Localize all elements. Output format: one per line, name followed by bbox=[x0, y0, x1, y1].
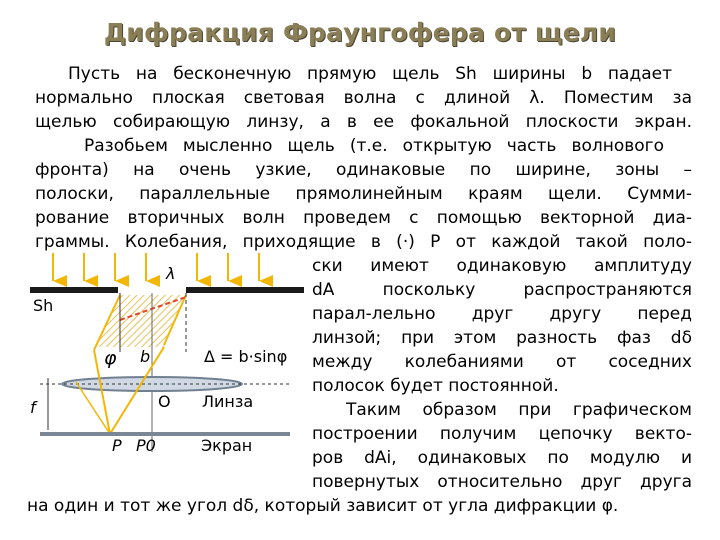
diffracted-beam bbox=[96, 295, 186, 347]
slit-screen-right bbox=[186, 287, 304, 293]
lens-center-label: O bbox=[158, 392, 171, 411]
text-line: полосок будет постоянной. bbox=[312, 376, 559, 396]
text-line: фронта) на очень узкие, одинаковые по ширине, зоны – bbox=[35, 160, 692, 180]
text-line: на один и тот же угол dδ, который зависит от угла дифракции φ. bbox=[27, 496, 619, 516]
phi-label: φ bbox=[104, 347, 117, 369]
screen-label: Экран bbox=[201, 436, 253, 455]
text-line: линзой; при этом разность фаз dδ bbox=[312, 328, 692, 348]
text-line: Пусть на бесконечную прямую щель Sh ширины b падает bbox=[68, 64, 672, 84]
slit-screen-left bbox=[30, 287, 118, 293]
text-line: нормально плоская световая волна с длиной λ. Поместим за bbox=[35, 88, 692, 108]
lambda-label: λ bbox=[166, 264, 176, 283]
observation-screen bbox=[40, 432, 290, 436]
text-line: между колебаниями от соседних bbox=[312, 352, 692, 372]
slit-label: Sh bbox=[33, 296, 54, 315]
text-line: повернутых относительно друг друга bbox=[312, 472, 692, 492]
point-p-label: P bbox=[112, 436, 122, 455]
text-line: щелью собирающую линзу, а в ее фокальной плоскости экран. bbox=[35, 112, 692, 132]
b-label: b bbox=[140, 347, 151, 366]
focal-length-label: f bbox=[30, 398, 36, 417]
point-p0-label: P0 bbox=[136, 436, 156, 455]
text-line: ски имеют одинаковую амплитуду bbox=[312, 256, 692, 276]
text-line: dA поскольку распространяются bbox=[312, 280, 692, 300]
path-difference-formula: Δ = b·sinφ bbox=[204, 347, 288, 366]
text-line: Разобьем мысленно щель (т.е. открытую часть волнового bbox=[84, 136, 664, 156]
text-line: полоски, параллельные прямолинейным краям щели. Сумми- bbox=[35, 184, 692, 204]
incident-rays bbox=[53, 253, 259, 281]
text-line: парал-лельно друг другу перед bbox=[312, 304, 692, 324]
text-line: построении получим цепочку векто- bbox=[312, 424, 692, 444]
text-line: ров dAi, одинаковых по модулю и bbox=[312, 448, 692, 468]
text-line: граммы. Колебания, приходящие в (·) P от каждой такой поло- bbox=[35, 232, 692, 252]
text-line: рование вторичных волн проведем с помощью векторной диа- bbox=[35, 208, 692, 228]
lens-label: Линза bbox=[202, 392, 254, 411]
text-line: Таким образом при графическом bbox=[346, 400, 692, 420]
page-title: Дифракция Фраунгофера от щели bbox=[103, 18, 617, 47]
